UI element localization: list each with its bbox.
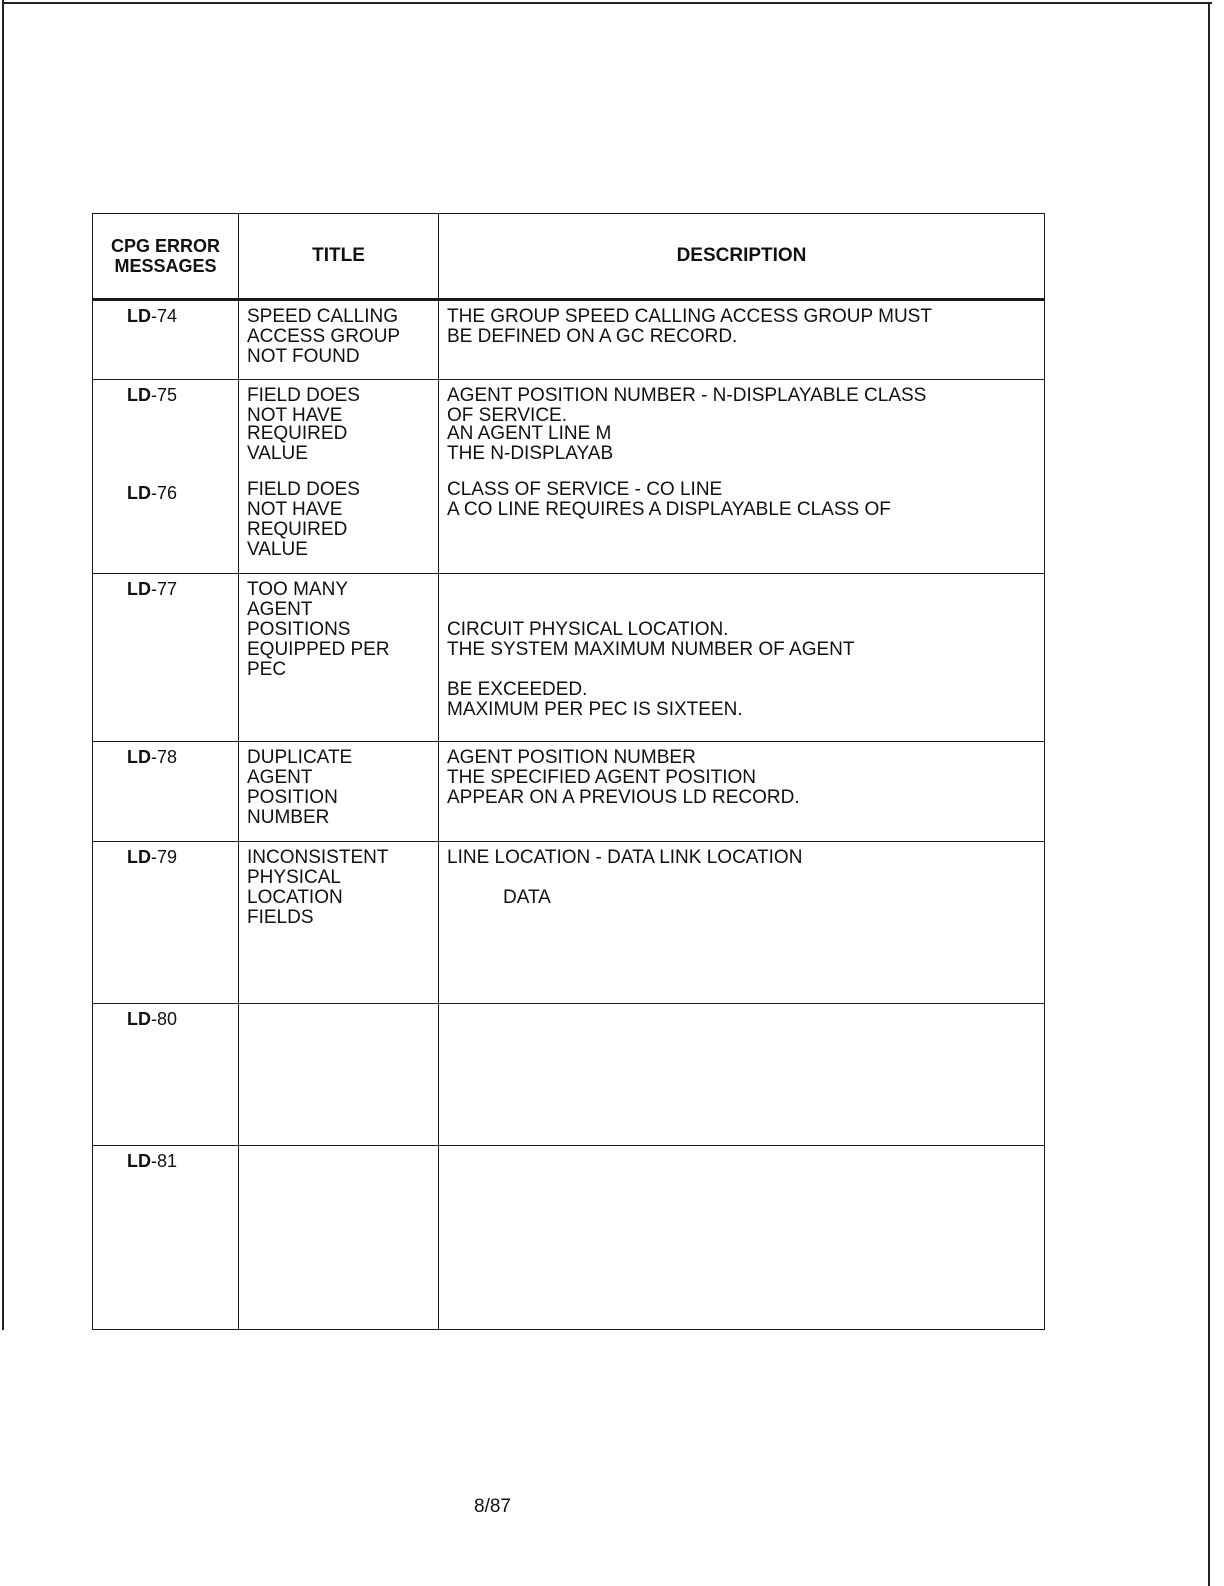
code-cell: LD-77 bbox=[93, 574, 239, 742]
page-border-left bbox=[2, 0, 4, 1330]
page-border-right bbox=[1208, 2, 1210, 1586]
table-row bbox=[93, 380, 1045, 574]
page-border-top bbox=[2, 2, 1212, 4]
code-cell: LD-74 bbox=[93, 300, 239, 380]
code-cell: LD-80 bbox=[93, 1004, 239, 1146]
title-cell bbox=[239, 1004, 439, 1146]
description-cell: AGENT POSITION NUMBER THE SPECIFIED AGENT POSITION APPEAR ON A PREVIOUS LD RECORD. bbox=[439, 742, 1045, 842]
page-number: 8/87 bbox=[474, 1496, 511, 1517]
code-cell: LD-79 bbox=[93, 842, 239, 1004]
description-cell: AGENT POSITION NUMBER - N-DISPLAYABLE CLASS OF SERVICE. AN AGENT LINE M THE N-DISPLAYAB CLASS OF SERVICE - CO LINE A CO LINE REQUIRES A DISPLAYABLE CLASS OF bbox=[439, 380, 1045, 574]
description-cell: CIRCUIT PHYSICAL LOCATION. THE SYSTEM MAXIMUM NUMBER OF AGENT BE EXCEEDED. MAXIMUM PER PEC IS SIXTEEN. bbox=[439, 574, 1045, 742]
description-cell bbox=[439, 1004, 1045, 1146]
title-cell bbox=[239, 1146, 439, 1330]
table-row bbox=[93, 742, 1045, 842]
table-row bbox=[93, 1146, 1045, 1330]
table-row bbox=[93, 574, 1045, 742]
error-messages-table bbox=[92, 213, 1045, 1330]
title-cell: INCONSISTENT PHYSICAL LOCATION FIELDS bbox=[239, 842, 439, 1004]
header-title: TITLE bbox=[239, 214, 439, 300]
description-cell: LINE LOCATION - DATA LINK LOCATION DATA bbox=[439, 842, 1045, 1004]
code-cell: LD-75 LD-76 bbox=[93, 380, 239, 574]
title-cell: TOO MANY AGENT POSITIONS EQUIPPED PER PEC bbox=[239, 574, 439, 742]
table-row bbox=[93, 1004, 1045, 1146]
header-description: DESCRIPTION bbox=[439, 214, 1045, 300]
table-row bbox=[93, 300, 1045, 380]
table-row bbox=[93, 842, 1045, 1004]
description-cell bbox=[439, 1146, 1045, 1330]
title-cell: SPEED CALLING ACCESS GROUP NOT FOUND bbox=[239, 300, 439, 380]
code-cell: LD-78 bbox=[93, 742, 239, 842]
header-cpg-error-messages: CPG ERROR MESSAGES bbox=[93, 214, 239, 300]
title-cell: DUPLICATE AGENT POSITION NUMBER bbox=[239, 742, 439, 842]
title-cell: FIELD DOES NOT HAVE REQUIRED VALUE FIELD DOES NOT HAVE REQUIRED VALUE bbox=[239, 380, 439, 574]
description-cell: THE GROUP SPEED CALLING ACCESS GROUP MUST BE DEFINED ON A GC RECORD. bbox=[439, 300, 1045, 380]
table-header-row bbox=[93, 214, 1045, 300]
code-cell: LD-81 bbox=[93, 1146, 239, 1330]
